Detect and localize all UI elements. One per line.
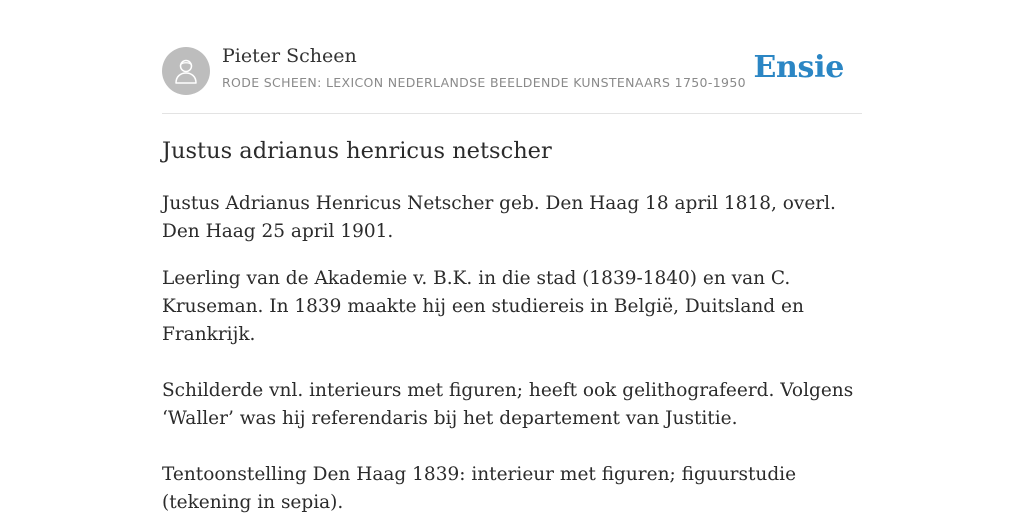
article-body xyxy=(162,190,862,517)
page-title: Justus adrianus henricus netscher xyxy=(162,138,552,164)
user-icon xyxy=(173,57,199,85)
ensie-logo[interactable]: Ensie xyxy=(753,50,844,85)
author-name[interactable]: Pieter Scheen xyxy=(222,45,357,67)
paragraph: Justus Adrianus Henricus Netscher geb. Den Haag 18 april 1818, overl. Den Haag 25 april 1901. xyxy=(162,193,836,242)
page-container xyxy=(162,0,862,513)
paragraph: Leerling van de Akademie v. B.K. in die stad (1839-1840) en van C. Kruseman. In 1839 maakte hij een studiereis in België, Duitsland en Frankrijk. xyxy=(162,268,804,345)
header xyxy=(162,0,862,114)
source-title[interactable]: RODE SCHEEN: LEXICON NEDERLANDSE BEELDENDE KUNSTENAARS 1750-1950 xyxy=(222,75,746,90)
paragraph: Schilderde vnl. interieurs met figuren; heeft ook gelithografeerd. Volgens ‘Waller’ was hij referendaris bij het departement van Justitie. xyxy=(162,380,854,429)
avatar[interactable] xyxy=(162,47,210,95)
paragraph: Tentoonstelling Den Haag 1839: interieur met figuren; figuurstudie (tekening in sepia). xyxy=(162,464,797,513)
